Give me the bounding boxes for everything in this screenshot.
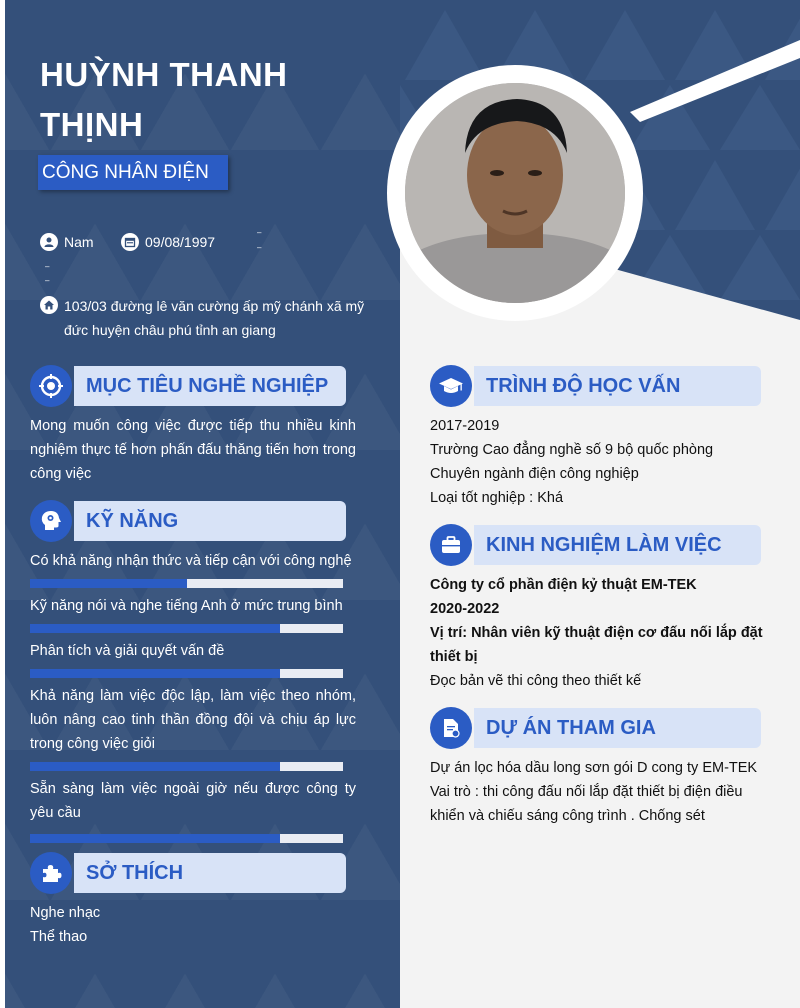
- skill-level-fill: [30, 624, 280, 633]
- experience-description: Đọc bản vẽ thi công theo thiết kế: [430, 673, 642, 689]
- education-school: Trường Cao đẳng nghề số 9 bộ quốc phòng: [430, 442, 714, 458]
- skill-item: [30, 777, 356, 843]
- placeholder-mark: –: [45, 262, 50, 271]
- education-title: TRÌNH ĐỘ HỌC VẤN: [474, 366, 761, 406]
- skills-title: KỸ NĂNG: [74, 501, 346, 541]
- address-row: [40, 294, 390, 342]
- candidate-name: HUỲNH THANH THỊNH: [40, 56, 288, 143]
- graduation-cap-icon: [430, 365, 472, 407]
- objective-text: Mong muốn công việc được tiếp thu nhiều kinh nghiệm thực tế hơn phấn đấu thăng tiến hơn trong công việc: [30, 418, 356, 482]
- skill-item: [30, 684, 356, 771]
- hobby-item: Thể thao: [30, 929, 88, 945]
- hobby-item: Nghe nhạc: [30, 905, 101, 921]
- placeholder-mark: –: [257, 243, 262, 252]
- calendar-icon: [121, 233, 139, 251]
- placeholder-mark: –: [45, 276, 50, 285]
- birth-date-value: 09/08/1997: [145, 234, 216, 250]
- puzzle-icon: [30, 852, 72, 894]
- skill-level-bar: [30, 762, 343, 771]
- skill-item: [30, 549, 352, 588]
- hobbies-title: SỞ THÍCH: [74, 853, 346, 893]
- projects-heading: [430, 708, 761, 748]
- skill-level-bar: [30, 624, 343, 633]
- birth-date-row: [121, 233, 215, 251]
- education-period: 2017-2019: [430, 418, 500, 434]
- skill-label: Có khả năng nhận thức và tiếp cận với công nghệ: [30, 553, 352, 569]
- projects-title: DỰ ÁN THAM GIA: [474, 708, 761, 748]
- skill-level-fill: [30, 762, 280, 771]
- job-title-badge: CÔNG NHÂN ĐIỆN: [38, 155, 228, 190]
- project-name: Dự án lọc hóa dầu long sơn gói D cong ty EM-TEK: [430, 760, 758, 776]
- gender-row: [40, 233, 94, 251]
- skill-level-fill: [30, 579, 187, 588]
- objective-heading: [30, 366, 346, 406]
- hobbies-heading: [30, 853, 346, 893]
- skill-level-fill: [30, 834, 280, 843]
- target-icon: [30, 365, 72, 407]
- education-heading: [430, 366, 761, 406]
- experience-heading: [430, 525, 761, 565]
- brain-head-icon: [30, 500, 72, 542]
- profile-photo: [405, 83, 625, 303]
- education-major: Chuyên ngành điện công nghiệp: [430, 466, 639, 482]
- document-icon: [430, 707, 472, 749]
- skill-item: [30, 594, 343, 633]
- skill-level-fill: [30, 669, 280, 678]
- address-value: 103/03 đường lê văn cường ấp mỹ chánh xã mỹ đức huyện châu phú tỉnh an giang: [64, 298, 365, 338]
- experience-position: Vị trí: Nhân viên kỹ thuật điện cơ đấu nối lắp đặt thiết bị: [430, 625, 763, 665]
- skill-level-bar: [30, 834, 343, 843]
- briefcase-icon: [430, 524, 472, 566]
- skill-label: Kỹ năng nói và nghe tiếng Anh ở mức trung bình: [30, 598, 343, 614]
- skill-label: Phân tích và giải quyết vấn đề: [30, 643, 225, 659]
- gender-value: Nam: [64, 234, 94, 250]
- skill-label: Sẵn sàng làm việc ngoài giờ nếu được công ty yêu cầu: [30, 781, 356, 821]
- user-icon: [40, 233, 58, 251]
- objective-title: MỤC TIÊU NGHỀ NGHIỆP: [74, 366, 346, 406]
- skill-item: [30, 639, 343, 678]
- education-grade: Loại tốt nghiệp : Khá: [430, 490, 564, 506]
- experience-company: Công ty cổ phần điện kỷ thuật EM-TEK: [430, 577, 697, 593]
- placeholder-mark: –: [257, 228, 262, 237]
- experience-period: 2020-2022: [430, 601, 500, 617]
- skills-heading: [30, 501, 346, 541]
- skill-level-bar: [30, 669, 343, 678]
- home-icon: [40, 296, 58, 314]
- skill-level-bar: [30, 579, 343, 588]
- project-role: Vai trò : thi công đấu nối lắp đặt thiết bị điện điều khiển và chiếu sáng công trình . Chống sét: [430, 784, 743, 824]
- skill-label: Khả năng làm việc độc lập, làm việc theo nhóm, luôn nâng cao tinh thần đồng đội và chịu áp lực trong công việc giỏi: [30, 688, 356, 752]
- experience-title: KINH NGHIỆM LÀM VIỆC: [474, 525, 761, 565]
